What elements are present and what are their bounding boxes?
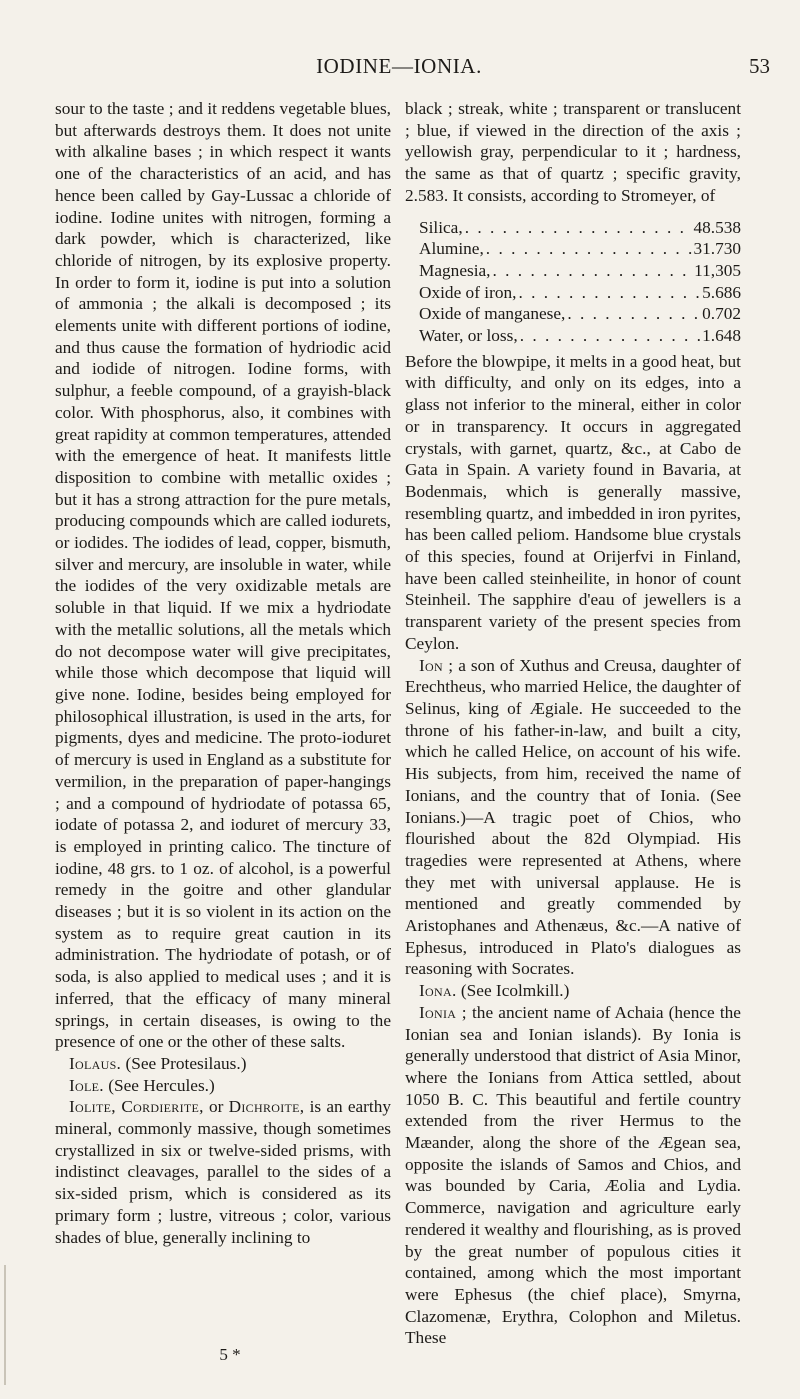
leader-dots <box>565 303 702 325</box>
table-row <box>419 325 741 347</box>
component-value: 0.702 <box>702 304 741 324</box>
entry-headword: Dichroite, <box>228 1097 305 1117</box>
table-row <box>419 303 741 325</box>
component-value: 48.538 <box>693 217 741 237</box>
right-column <box>405 98 741 1349</box>
running-title: IODINE—IONIA. <box>316 54 482 78</box>
entry-text: or <box>209 1097 224 1117</box>
page-number: 53 <box>749 54 770 78</box>
entry-headword: Iole. <box>69 1075 104 1095</box>
component-name: Water, or loss, <box>419 326 518 346</box>
iolite-entry-continued: black ; streak, white ; transparent or translucent ; blue, if viewed in the direction of the axis ; yellowish gray, perpendicular to it ; hardness, the same as that of quartz ; specific gravity, 2.583. It consists, according to Stromeyer, of <box>405 99 741 205</box>
entry-headword: Iona. <box>419 981 457 1001</box>
table-row <box>419 260 741 282</box>
entry-headword: Ion ; <box>419 655 454 675</box>
iolite-entry <box>55 1096 391 1248</box>
entry-headword: Iolite, Cordierite, <box>69 1097 204 1117</box>
leader-dots <box>518 325 702 347</box>
composition-table <box>419 217 741 347</box>
ionia-entry <box>405 1002 741 1349</box>
iodine-entry-continued: sour to the taste ; and it reddens vegetable blues, but afterwards destroys them. It does not unite with alkaline bases ; in which respect it wants one of the characteristics of an acid, and has hence been called by Gay-Lussac a chloride of iodine. Iodine unites with nitrogen, forming a dark powder, which is characterized, like chloride of nitrogen, by its explosive property. In order to form it, iodine is put into a solution of ammonia ; the alkali is decomposed ; its elements unite with different portions of iodine, and thus cause the formation of hydriodic acid and iodide of nitrogen. Iodine forms, with sulphur, a feeble compound, of a grayish-black color. With phosphorus, also, it combines with great rapidity at common temperatures, attended with the emergence of heat. It manifests little disposition to combine with metallic oxides ; but it has a strong attraction for the pure metals, producing compounds which are called iodurets, or iodides. The iodides of lead, copper, bismuth, silver and mercury, are insoluble in water, while the iodides of the very oxidizable metals are soluble in that liquid. If we mix a hydriodate with the metallic solutions, all the metals which do not decompose water will give precipitates, while those which decompose that liquid will give none. Iodine, besides being employed for philosophical illustration, is used in the arts, for pigments, dyes and medicine. The proto-ioduret of mercury is used in England as a substitute for vermilion, in the preparation of paper-hangings ; and a compound of hydriodate of potassa 65, iodate of potassa 2, and ioduret of mercury 33, is employed in printing calico. The tincture of iodine, 48 grs. to 1 oz. of alcohol, is a powerful remedy in the goitre and other glandular diseases ; but it is so violent in its action on the system as to require great caution in its administration. The hydriodate of potash, or of soda, is also applied to medical uses ; and it is inferred, that the efficacy of many mineral springs, in certain diseases, is owing to the presence of one or the other of these salts. <box>55 99 391 1052</box>
entry-text: (See Hercules.) <box>108 1075 215 1095</box>
running-header <box>28 54 770 88</box>
component-value: 31.730 <box>693 239 741 259</box>
entry-text: a son of Xuthus and Creusa, daughter of Erechtheus, who married Helice, the daughter of Selinus, king of Ægiale. He succeeded to the throne of his father-in-law, and built a city, which he called Helice, on account of his wife. His subjects, from him, received the name of Ionians, and the country that of Ionia. (See Ionians.)—A tragic poet of Chios, who flourished about the 82d Olympiad. His tragedies were represented at Athens, where they met with universal applause. He is mentioned and greatly commended by Aristophanes and Athenæus, &c.—A native of Ephesus, introduced in Plato's dialogues as reasoning with Socrates. <box>405 655 742 979</box>
iona-entry <box>405 980 741 1002</box>
entry-text: (See Protesilaus.) <box>125 1053 247 1073</box>
iolite-entry-after-table: Before the blowpipe, it melts in a good heat, but with difficulty, and only on its edges, into a glass not inferior to the mineral, either in color or in transparency. It occurs in aggregated crystals, with garnet, quartz, &c., at Cabo de Gata in Spain. A variety found in Bavaria, at Bodenmais, which is generally massive, resembling quartz, and imbedded in iron pyrites, has been called peliom. Handsome blue crystals of this species, found at Orijerfvi in Finland, have been called steinheilite, in honor of count Steinheil. The sapphire d'eau of jewellers is a transparent variety of the present species from Ceylon. <box>405 351 741 653</box>
leader-dots <box>484 238 694 260</box>
leader-dots <box>491 260 695 282</box>
entry-text: the ancient name of Achaia (hence the Ionian sea and Ionian islands). By Ionia is generally understood that district of Asia Minor, where the Ionians from Attica settled, about 1050 B. C. This beautiful and fertile country extended from the river Hermus to the Mæander, along the shore of the Ægean sea, opposite the islands of Samos and Chios, and was bounded by Caria, Æolia and Lydia. Commerce, navigation and agriculture early rendered it wealthy and flourishing, as is proved by the great number of populous cities it contained, among which the most important were Ephesus (the chief place), Smyrna, Clazomenæ, Erythra, Colophon and Miletus. These <box>405 1002 741 1348</box>
ion-entry <box>405 655 741 981</box>
component-name: Silica, <box>419 217 463 237</box>
table-row <box>419 217 741 239</box>
component-name: Magnesia, <box>419 260 491 280</box>
component-value: 5.686 <box>702 282 741 302</box>
leader-dots <box>516 282 702 304</box>
entry-text: is an earthy mineral, commonly massive, though sometimes crystallized in six or twelve-sided prisms, with indistinct cleavages, parallel to the sides of a six-sided prism, which is considered as its primary form ; lustre, vitreous ; color, various shades of blue, generally inclining to <box>55 1097 392 1247</box>
entry-headword: Ionia ; <box>419 1002 467 1022</box>
table-row <box>419 282 741 304</box>
component-value: 1.648 <box>702 326 741 346</box>
component-name: Oxide of iron, <box>419 282 517 302</box>
component-name: Oxide of manganese, <box>419 304 566 324</box>
iolaus-entry <box>55 1053 391 1075</box>
scan-edge-mark <box>4 1265 6 1385</box>
iole-entry <box>55 1075 391 1097</box>
entry-text: (See Icolmkill.) <box>460 981 570 1001</box>
entry-headword: Iolaus. <box>69 1053 122 1073</box>
signature-mark: 5 * <box>219 1345 241 1364</box>
left-column <box>55 98 391 1248</box>
leader-dots <box>463 217 694 239</box>
table-row <box>419 238 741 260</box>
component-name: Alumine, <box>419 239 484 259</box>
component-value: 11,305 <box>694 260 741 280</box>
